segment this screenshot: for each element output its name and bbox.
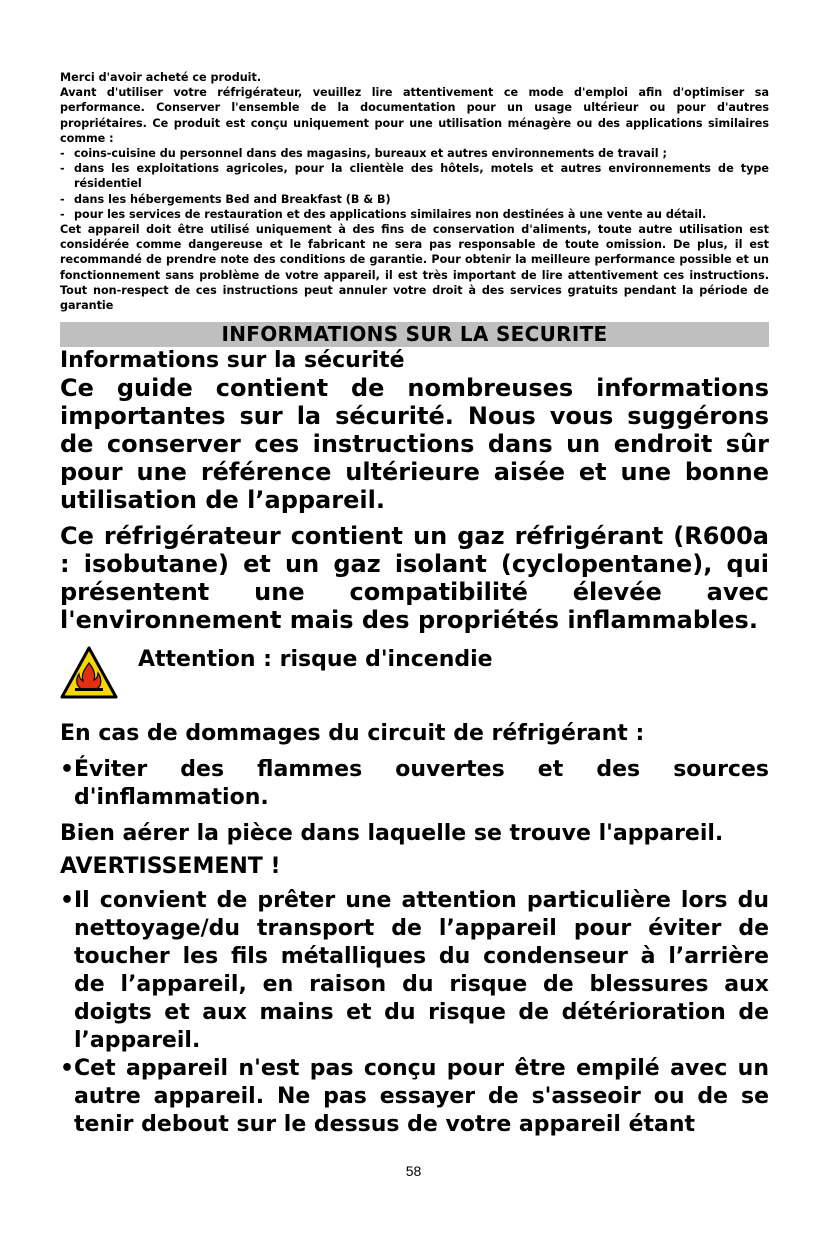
intro-paragraph-1: Avant d'utiliser votre réfrigérateur, veuillez lire attentivement ce mode d'emploi afin d'optimiser sa performance. Conserver l'ensemble de la documentation pour un usage ultérieur ou pour d'autres propriétaires. Ce produit est conçu uniquement pour une utilisation ménagère ou des applications similaires comme :: [60, 86, 769, 145]
safety-paragraph-2: Ce réfrigérateur contient un gaz réfrigérant (R600a : isobutane) et un gaz isolant (cyclopentane), qui présentent une compatibilité élevée avec l'environnement mais des propriétés inflammables.: [60, 522, 769, 635]
document-page: [60, 70, 769, 1139]
damage-bullet: • Éviter des flammes ouvertes et des sources d'inflammation.: [60, 757, 769, 811]
list-item: - coins-cuisine du personnel dans des magasins, bureaux et autres environnements de travail ;: [60, 147, 667, 161]
list-item: - dans les exploitations agricoles, pour la clientèle des hôtels, motels et autres environnements de type résidentiel: [60, 162, 769, 191]
section-heading: Informations sur la sécurité: [60, 348, 405, 374]
intro-paragraph-2: Cet appareil doit être utilisé uniquement à des fins de conservation d'aliments, toute autre utilisation est considérée comme dangereuse et le fabricant ne sera pas responsable de toute omission. De plus, il est recommandé de prendre note des conditions de garantie. Pour obtenir la meilleure performance possible et un fonctionnement sans problème de votre appareil, il est très important de lire attentivement ces instructions. Tout non-respect de ces instructions peut annuler votre droit à des services gratuits pendant la période de garantie: [60, 223, 769, 313]
page-number: 58: [405, 1163, 422, 1179]
list-item: - pour les services de restauration et des applications similaires non destinées à une vente au détail.: [60, 207, 707, 221]
section-banner: INFORMATIONS SUR LA SECURITE: [60, 322, 769, 347]
warning-bullet-text: Cet appareil n'est pas conçu pour être empilé avec un autre appareil. Ne pas essayer de s'asseoir ou de se tenir debout sur le dessus de votre appareil étant: [74, 1056, 769, 1138]
fire-warning-text: Attention : risque d'incendie: [138, 647, 493, 673]
intro-block: [60, 70, 769, 313]
ventilate-text: Bien aérer la pièce dans laquelle se trouve l'appareil.: [60, 821, 724, 847]
flammable-warning-icon: [60, 646, 118, 700]
fire-warning-row: [60, 646, 769, 704]
safety-paragraph-1: Ce guide contient de nombreuses informations importantes sur la sécurité. Nous vous suggérons de conserver ces instructions dans un endroit sûr pour une référence ultérieure aisée et une bonne utilisation de l’appareil.: [60, 374, 769, 515]
list-item-text: dans les exploitations agricoles, pour la clientèle des hôtels, motels et autres environnements de type résidentiel: [74, 162, 769, 191]
warning-bullet-1: • Il convient de prêter une attention particulière lors du nettoyage/du transport de l’appareil pour éviter de toucher les fils métalliques du condenseur à l’arrière de l’appareil, en raison du risque de blessures aux doigts et aux mains et du risque de détérioration de l’appareil.: [60, 888, 769, 1054]
warning-heading: AVERTISSEMENT !: [60, 854, 281, 880]
list-item: - dans les hébergements Bed and Breakfast (B & B): [60, 192, 391, 206]
list-item-text: pour les services de restauration et des applications similaires non destinées à une vente au détail.: [74, 207, 707, 221]
damage-heading: En cas de dommages du circuit de réfrigérant :: [60, 721, 645, 747]
warning-bullet-2: • Cet appareil n'est pas conçu pour être empilé avec un autre appareil. Ne pas essayer de s'asseoir ou de se tenir debout sur le dessus de votre appareil étant: [60, 1056, 769, 1138]
list-item-text: dans les hébergements Bed and Breakfast (B & B): [74, 192, 391, 206]
warning-bullet-text: Il convient de prêter une attention particulière lors du nettoyage/du transport de l’appareil pour éviter de toucher les fils métalliques du condenseur à l’arrière de l’appareil, en raison du risque de blessures aux doigts et aux mains et du risque de détérioration de l’appareil.: [74, 888, 769, 1054]
damage-bullet-text: Éviter des flammes ouvertes et des sources d'inflammation.: [74, 757, 769, 811]
intro-thanks: Merci d'avoir acheté ce produit.: [60, 71, 262, 84]
list-item-text: coins-cuisine du personnel dans des magasins, bureaux et autres environnements de travail ;: [74, 147, 667, 161]
